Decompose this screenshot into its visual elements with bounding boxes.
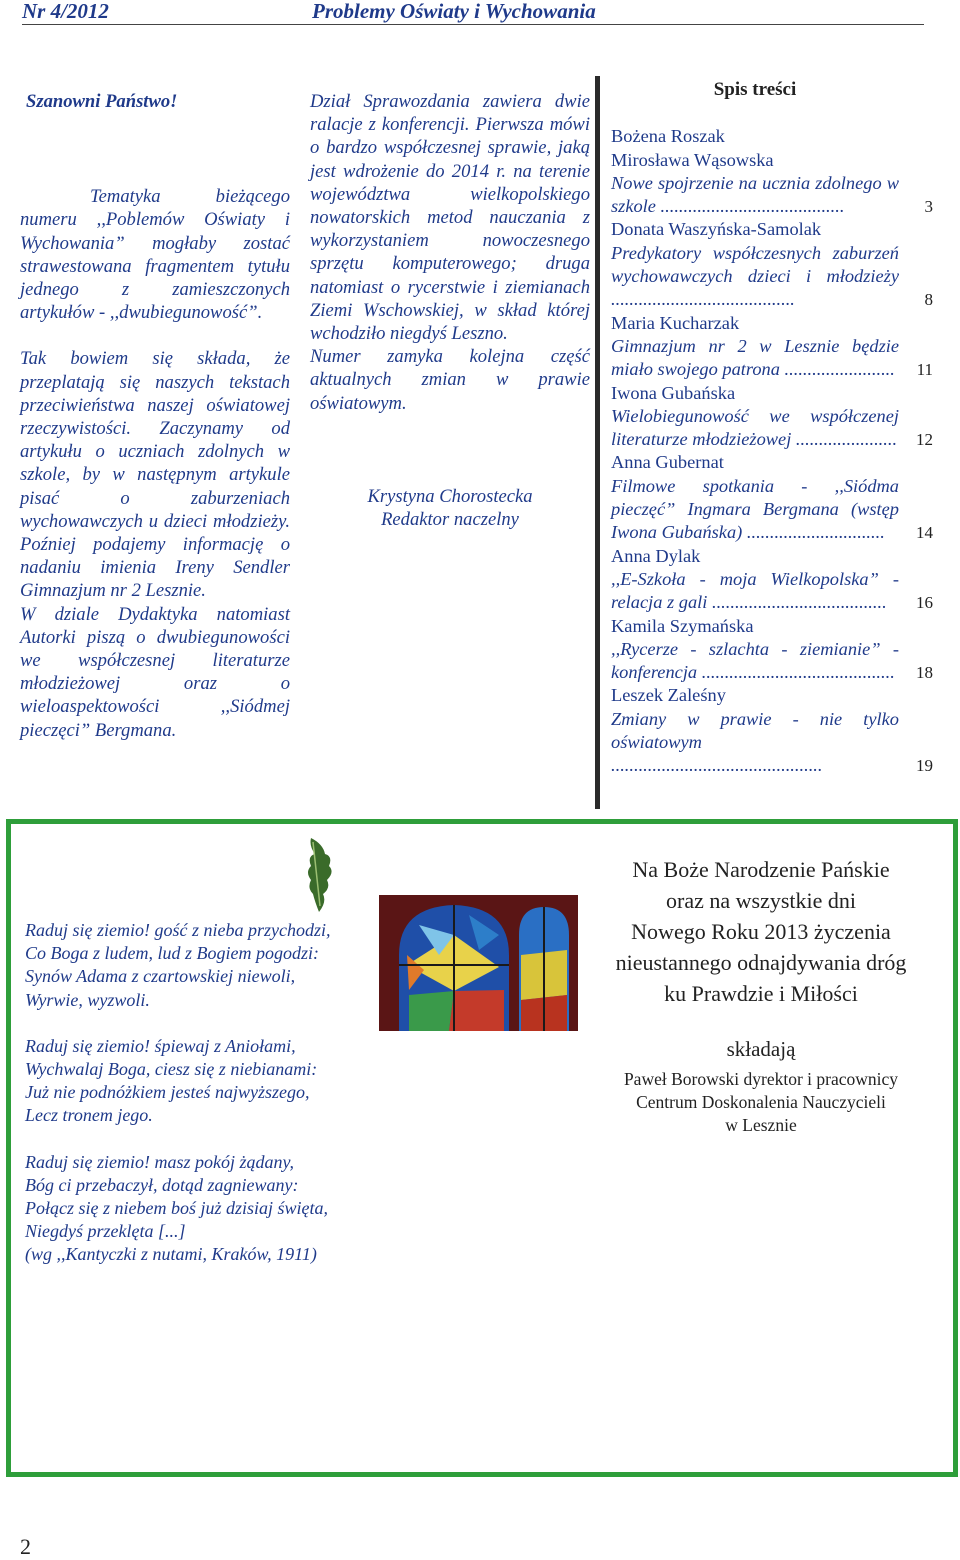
toc-item (611, 312, 933, 382)
stained-glass-image (379, 895, 578, 1031)
poem-line: Raduj się ziemio! masz pokój żądany, (25, 1151, 294, 1172)
poem-line: Synów Adama z czartowskiej niewoli, (25, 966, 296, 987)
poem-line: Co Boga z ludem, lud z Bogiem pogodzi: (25, 943, 319, 964)
column-divider (595, 76, 600, 809)
wishes-line: Na Boże Narodzenie Pańskie (632, 857, 890, 882)
toc-item (611, 615, 933, 685)
poem-line: Wyrwie, wyzwoli. (25, 989, 150, 1010)
toc-author: Kamila Szymańska (611, 615, 754, 636)
toc-item (611, 684, 933, 777)
wishes-signers (591, 1068, 931, 1137)
toc-work-title: Wielobiegunowość we współczenej literaturze młodzieżowej ...................... (611, 405, 899, 450)
wishes-line: Nowego Roku 2013 życzenia (631, 919, 891, 944)
toc-author: Maria Kucharzak (611, 312, 740, 333)
toc-work-title: ,,Rycerze - szlachta - ziemianie” - konferencja .......................................... (611, 638, 899, 683)
toc-author: Iwona Gubańska (611, 382, 736, 403)
intro-paragraph-2: Tak bowiem się składa, że przeplatają się naszych tekstach przeciwieństwa naszej oświatowej rzeczywistości. Zaczynamy od artykułu o uczniach zdolnych w szkole, by w następnym artykule pisać o zaburzeniach wychowawczych u dzieci młodzieży. Poźniej podajemy informację o nadaniu imienia Ireny Sendler Gimnazjum nr 2 Lesznie. (20, 348, 290, 602)
wishes-line: oraz na wszystkie dni (666, 888, 856, 913)
toc-page-number: 18 (916, 663, 933, 683)
poem-stanza-1 (25, 919, 375, 1012)
poem (25, 919, 375, 1290)
poem-line: Połącz się z niebem boś już dzisiaj święta, (25, 1198, 328, 1219)
poem-line: Już nie podnóżkiem jesteś najwyższego, (25, 1082, 310, 1103)
toc-work-title: Gimnazjum nr 2 w Lesznie będzie miało swojego patrona ........................ (611, 335, 899, 380)
poem-line: Raduj się ziemio! śpiewaj z Aniołami, (25, 1035, 296, 1056)
toc-author: Anna Gubernat (611, 452, 724, 473)
toc-author: Leszek Zaleśny (611, 685, 726, 706)
intro-paragraph-5: Numer zamyka kolejna część aktualnych zmian w prawie oświatowym. (310, 346, 590, 414)
toc-work-title: Zmiany w prawie - nie tylko oświatowym .............................................. (611, 708, 899, 776)
toc-item (611, 545, 933, 615)
toc-page-number: 16 (916, 593, 933, 613)
toc-page-number: 8 (924, 290, 933, 310)
toc-work-title: Nowe spojrzenie na ucznia zdolnego w szkole ........................................ (611, 172, 899, 217)
toc-page-number: 19 (916, 756, 933, 776)
wishes-line: ku Prawdzie i Miłości (664, 981, 858, 1006)
page-number: 2 (20, 1534, 31, 1559)
toc-page-number: 12 (916, 430, 933, 450)
holly-leaf-icon (305, 836, 335, 916)
toc-page-number: 3 (924, 197, 933, 217)
wishes-line: nieustannego odnajdywania dróg (615, 950, 907, 975)
toc-author: Anna Dylak (611, 545, 701, 566)
wishes-verb: składają (726, 1037, 796, 1061)
toc-author: Bożena Roszak (611, 126, 725, 147)
table-of-contents (611, 78, 931, 778)
toc-page-number: 11 (916, 360, 933, 380)
intro-paragraph-3: W dziale Dydaktyka natomiast Autorki piszą o dwubiegunowości we współczesnej literaturze młodzieżowej oraz o wieloaspektowości ,,Siódmej pieczęci” Bergmana. (20, 603, 290, 741)
toc-work-title: ,,E-Szkoła - moja Wielkopolska” - relacja z gali ...................................... (611, 568, 899, 613)
toc-item (611, 218, 933, 311)
poem-line: Raduj się ziemio! gość z nieba przychodzi, (25, 920, 331, 940)
signature-name: Krystyna Chorostecka (367, 485, 533, 507)
toc-list (611, 125, 931, 777)
signature (310, 485, 590, 531)
toc-author: Donata Waszyńska-Samolak (611, 219, 822, 240)
intro-paragraph-1: Tematyka bieżącego numeru ,,Poblemów Oświaty i Wychowania” mogłaby zostać strawestowana fragmentem tytułu jednego z zamieszczonych artykułów - ,,dwubiegunowość”. (20, 186, 290, 324)
poem-line: Lecz tronem jego. (25, 1105, 153, 1126)
toc-author: Mirosława Wąsowska (611, 149, 774, 170)
signer-line: Paweł Borowski dyrektor i pracownicy (623, 1069, 899, 1089)
toc-title: Spis treści (713, 79, 797, 100)
toc-work-title: Predykatory współczesnych zaburzeń wychowawczych dzieci i młodzieży ........................................ (611, 242, 899, 310)
running-header (22, 0, 924, 25)
signer-line: Centrum Doskonalenia Nauczycieli (636, 1092, 886, 1112)
poem-stanza-3 (25, 1151, 375, 1267)
intro-paragraph-4: Dział Sprawozdania zawiera dwie ralacje z konferencji. Pierwsza mówi o bardzo współczesnej sprawie, jaką jest wdrożenie do 2014 r. na terenie województwa wielkopolskiego nowatorskich metod nauczania z wykorzystaniem nowoczesnego sprzętu komputerowego; druga natomiast o rycerstwie i ziemianach Ziemi Wschowskiej, w skład której wchodziło niegdyś Leszno. (310, 91, 590, 345)
toc-item (611, 451, 933, 544)
poem-line: Wychwalaj Boga, ciesz się z niebianami: (25, 1059, 318, 1080)
signature-role: Redaktor naczelny (381, 509, 519, 531)
poem-line: Niegdyś przeklęta [...] (25, 1221, 186, 1242)
toc-page-number: 14 (916, 523, 933, 543)
toc-item (611, 382, 933, 452)
wishes-text (591, 854, 931, 1009)
greeting: Szanowni Państwo! (26, 91, 178, 112)
intro-column-right (310, 90, 590, 531)
holiday-wishes (591, 854, 931, 1137)
signer-line: w Lesznie (725, 1115, 797, 1135)
christmas-greeting-frame (6, 819, 958, 1477)
toc-item (611, 125, 933, 218)
intro-column-left (20, 90, 290, 742)
issue-number: Nr 4/2012 (22, 0, 109, 23)
poem-source: (wg ,,Kantyczki z nutami, Kraków, 1911) (25, 1244, 317, 1265)
poem-line: Bóg ci przebaczył, dotąd zagniewany: (25, 1174, 299, 1195)
poem-stanza-2 (25, 1035, 375, 1128)
toc-work-title: Filmowe spotkania - ,,Siódma pieczęć” Ingmara Bergmana (wstęp Iwona Gubańska) .............................. (611, 475, 899, 543)
journal-title: Problemy Oświaty i Wychowania (312, 0, 596, 23)
